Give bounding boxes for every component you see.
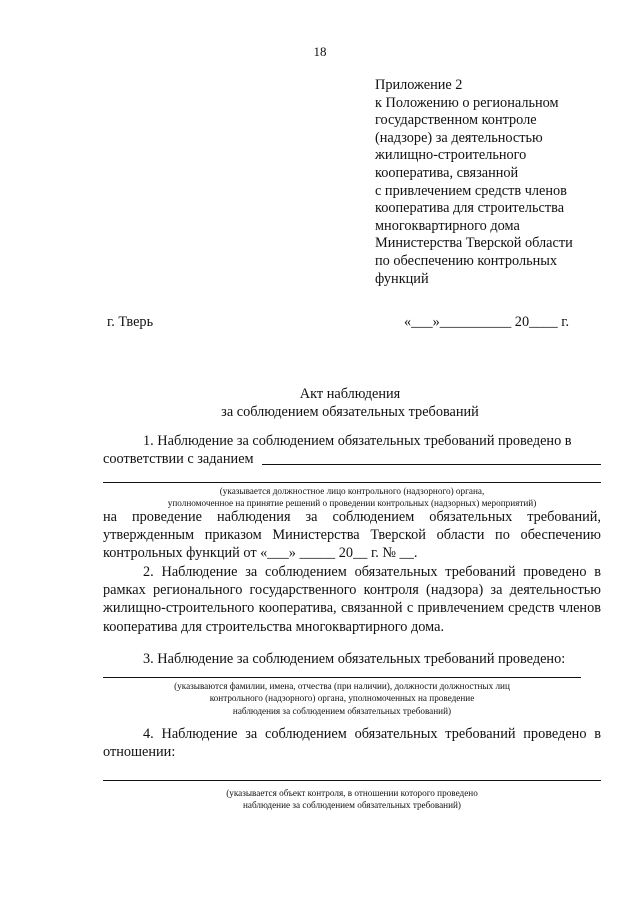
appendix-block (375, 77, 625, 288)
appendix-line: кооператива для строительства (375, 200, 565, 217)
appendix-line: государственном контроле (375, 112, 537, 129)
note-line: (указываются фамилии, имена, отчества (при наличии), должности должностных лиц (174, 681, 510, 691)
footnote-object (103, 787, 601, 812)
appendix-line: жилищно-строительного (375, 147, 527, 164)
paragraph-1-text: 1. Наблюдение за соблюдением обязательных требований проведено в (143, 433, 572, 449)
inspectors-blank-line (103, 677, 581, 678)
paragraph-4-text: 4. Наблюдение за соблюдением обязательных требований проведено в отношении: (103, 726, 601, 761)
paragraph-3 (103, 650, 601, 668)
document-title (0, 386, 640, 421)
note-line: наблюдения за соблюдением обязательных требований) (232, 705, 452, 716)
appendix-line: к Положению о региональном (375, 94, 559, 111)
paragraph-2 (103, 563, 601, 636)
appendix-line: по обеспечению контрольных (375, 252, 557, 269)
appendix-line: кооператива, связанной (375, 164, 519, 181)
city-label: г. Тверь (107, 314, 154, 330)
paragraph-2-text: 2. Наблюдение за соблюдением обязательных требований проведено в рамках регионального государственного контроля (надзора) за деятельностью жилищно-строительного кооператива, связанной с привлечением средств членов кооператива для строительства многоквартирного дома. (103, 564, 601, 635)
footnote-official (103, 485, 601, 510)
paragraph-3-text: 3. Наблюдение за соблюдением обязательных требований проведено: (143, 651, 566, 667)
note-line: (указывается объект контроля, в отношении которого проведено (226, 788, 478, 798)
paragraph-4 (103, 725, 601, 761)
note-line: контрольного (надзорного) органа, уполномоченных на проведение (209, 693, 475, 704)
appendix-line: многоквартирного дома (375, 217, 520, 234)
paragraph-1-continuation: на проведение наблюдения за соблюдением обязательных требований, утвержденным приказом Министерства Тверской области по обеспечению контрольных функций от «___» _____ 20__ г. № __. (103, 509, 601, 562)
footnote-inspectors (103, 680, 581, 717)
note-line: (указывается должностное лицо контрольного (надзорного) органа, (219, 486, 485, 496)
note-line: наблюдение за соблюдением обязательных требований) (242, 800, 461, 811)
object-blank-line (103, 780, 601, 781)
note-line: уполномоченное на принятие решений о проведении контрольных (надзорных) мероприятий) (167, 498, 537, 509)
paragraph-1-text-cont: соответствии с заданием (103, 451, 254, 468)
paragraph-1-head (103, 432, 601, 468)
page-number: 18 (313, 44, 327, 59)
date-field: «___»__________ 20____ г. (404, 314, 570, 330)
appendix-line: Министерства Тверской области (375, 235, 573, 252)
assignment-blank-line-2 (103, 482, 601, 483)
title-line-2: за соблюдением обязательных требований (221, 403, 479, 420)
assignment-blank-line (262, 464, 601, 465)
appendix-line: функций (375, 270, 429, 287)
appendix-line: (надзоре) за деятельностью (375, 129, 543, 146)
appendix-line: с привлечением средств членов (375, 182, 567, 199)
title-line-1: Акт наблюдения (299, 386, 401, 402)
appendix-line: Приложение 2 (375, 77, 463, 93)
